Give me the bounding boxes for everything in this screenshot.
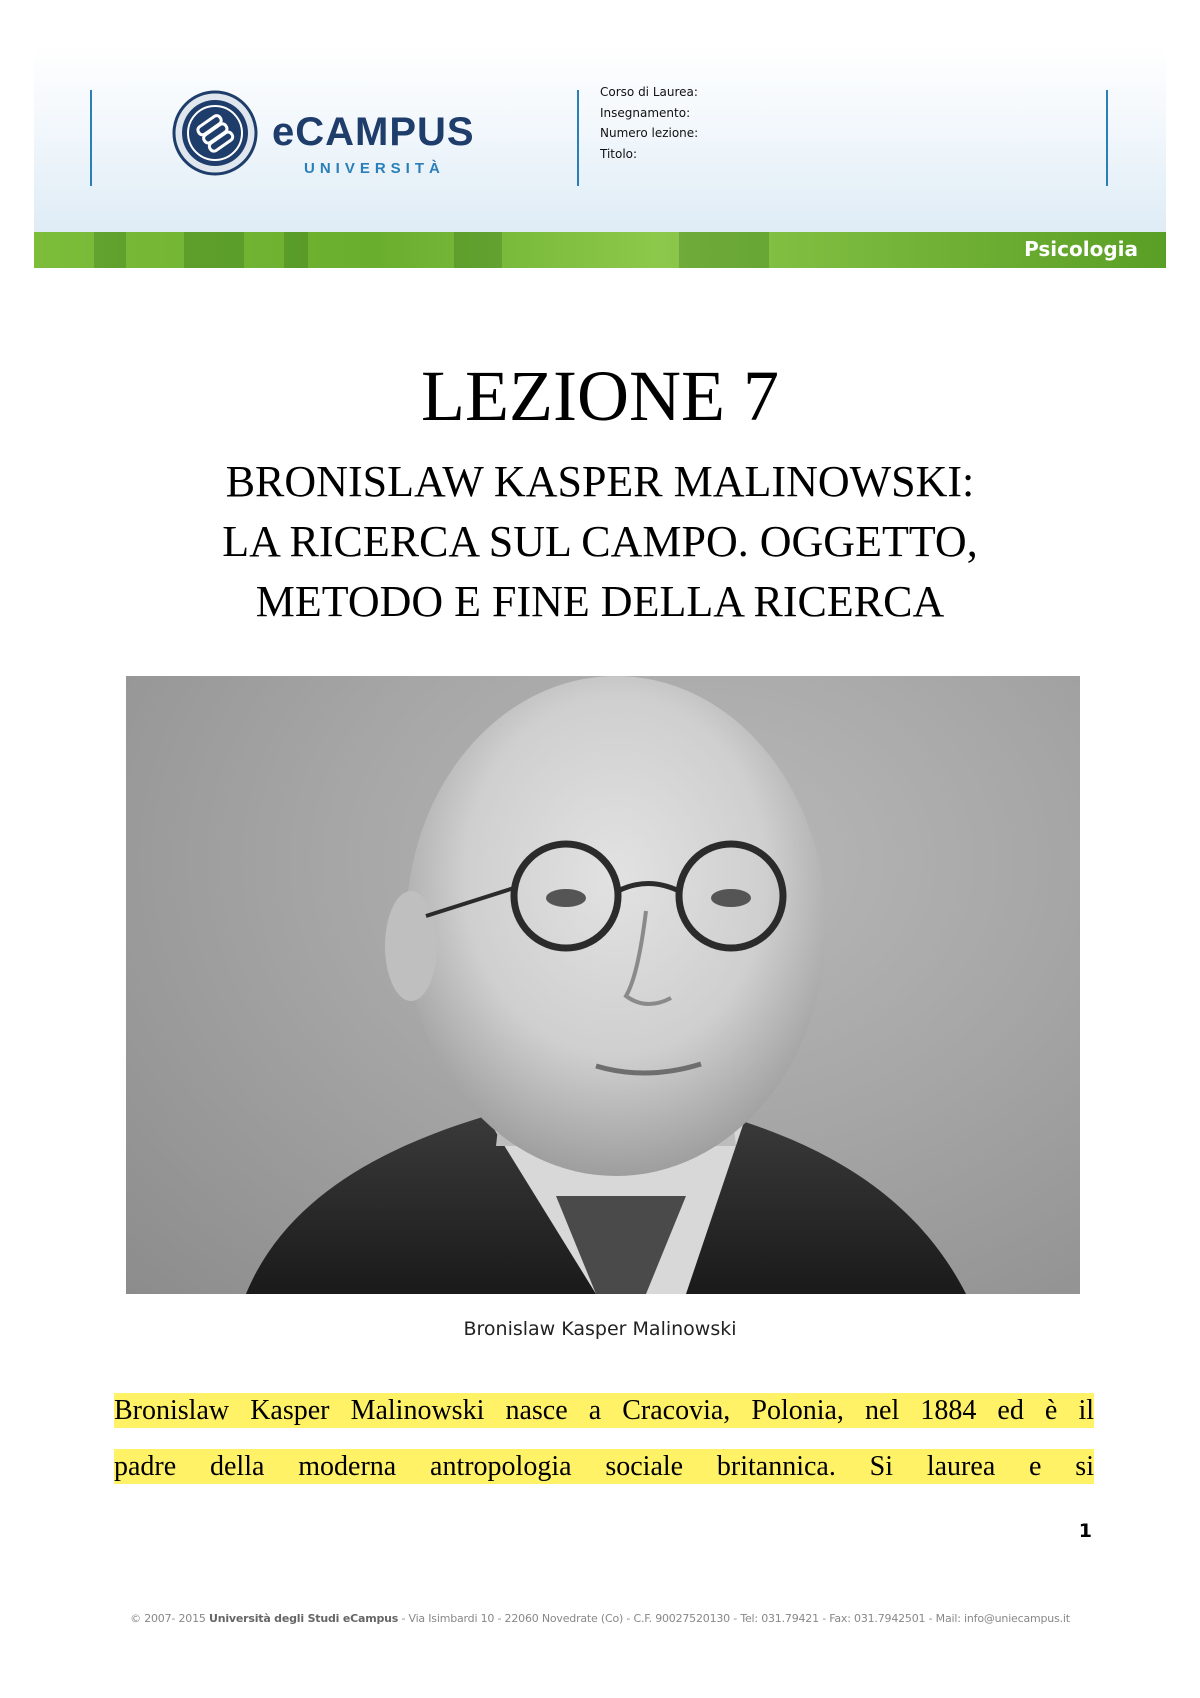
body-paragraph: [114, 1383, 1094, 1495]
department-label: Psicologia: [1024, 237, 1138, 261]
stripe-segment: [454, 232, 502, 268]
highlighted-text: padre della moderna antropologia sociale britannica. Si laurea e si: [114, 1451, 1094, 1482]
subtitle-line: METODO E FINE DELLA RICERCA: [255, 577, 945, 626]
course-info-fields: [600, 82, 698, 164]
subtitle-line: BRONISLAW KASPER MALINOWSKI:: [225, 457, 975, 506]
course-field: Corso di Laurea:: [600, 85, 698, 99]
highlighted-text: Bronislaw Kasper Malinowski nasce a Cracovia, Polonia, nel 1884 ed è il: [114, 1395, 1094, 1426]
ecampus-logo: [172, 90, 502, 190]
lesson-subtitle: [0, 452, 1200, 632]
lesson-title: LEZIONE 7: [421, 356, 779, 436]
footer-details: - Via Isimbardi 10 - 22060 Novedrate (Co) - C.F. 90027520130 - Tel: 031.79421 - Fax: 031.7942501 - Mail: info@uniecampus.it: [401, 1612, 1070, 1625]
footer-university: Università degli Studi eCampus: [208, 1612, 399, 1625]
stripe-segment: [184, 232, 244, 268]
body-line: [114, 1439, 1094, 1495]
title-field: Titolo:: [600, 146, 638, 161]
footer-copyright: © 2007- 2015: [130, 1612, 206, 1625]
header-divider-middle: [577, 90, 579, 186]
department-stripe: [34, 232, 1166, 268]
portrait-illustration: [126, 676, 1080, 1294]
university-seal-icon: [172, 90, 258, 176]
page-number: 1: [1078, 1520, 1092, 1542]
header-divider-left: [90, 90, 92, 186]
stripe-segment: [94, 232, 126, 268]
stripe-segment: [284, 232, 308, 268]
portrait-photo: [126, 676, 1080, 1294]
brand-name: eCAMPUS: [272, 110, 475, 154]
document-header: [34, 44, 1166, 268]
brand-subtitle: UNIVERSITÀ: [304, 160, 445, 177]
header-divider-right: [1106, 90, 1108, 186]
subtitle-line: LA RICERCA SUL CAMPO. OGGETTO,: [222, 517, 978, 566]
body-line: [114, 1383, 1094, 1439]
subject-field: Insegnamento:: [600, 105, 691, 120]
stripe-segment: [679, 232, 769, 268]
page-footer: [0, 1612, 1200, 1625]
figure-caption: Bronislaw Kasper Malinowski: [463, 1318, 737, 1340]
lesson-number-field: Numero lezione:: [600, 126, 699, 140]
